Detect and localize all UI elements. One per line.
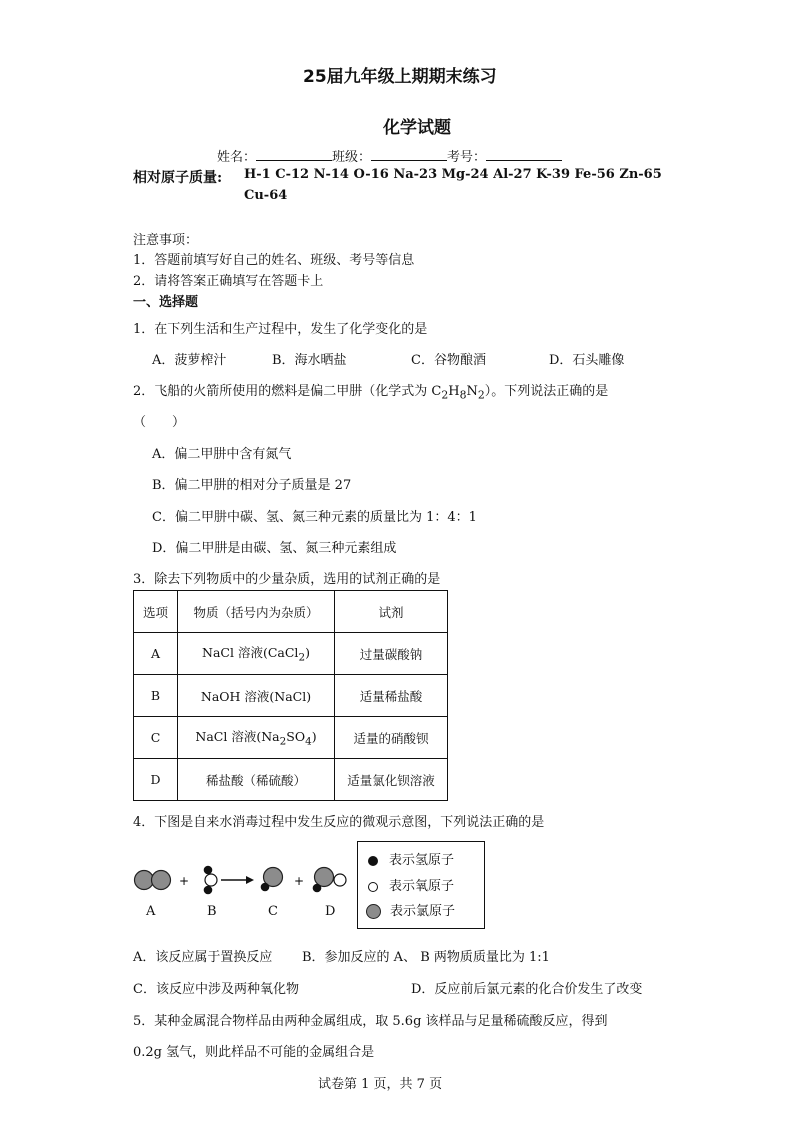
molecule-b-label: B (207, 904, 217, 919)
q4-stem: 4．下图是自来水消毒过程中发生反应的微观示意图，下列说法正确的是 (133, 815, 545, 830)
plus-sign-2: + (293, 874, 305, 888)
chlorine-atom-icon (366, 904, 381, 919)
molecule-c-icon (261, 868, 283, 892)
class-blank (371, 147, 447, 161)
atomic-mass-line1: H-1 C-12 N-14 O-16 Na-23 Mg-24 Al-27 K-39 Fe-56 Zn-65 (244, 167, 662, 182)
name-blank (256, 147, 332, 161)
header-substance: 物质（括号内为杂质） (178, 591, 335, 633)
row-reagent: 过量碳酸钠 (335, 633, 448, 675)
q4-option-d: D．反应前后氯元素的化合价发生了改变 (411, 982, 643, 997)
row-option: A (134, 633, 178, 675)
q5-line2: 0.2g 氢气，则此样品不可能的金属组合是 (133, 1045, 375, 1060)
header-reagent: 试剂 (335, 591, 448, 633)
header-option: 选项 (134, 591, 178, 633)
table-row (134, 633, 448, 675)
molecule-a-icon (135, 871, 171, 890)
row-substance: NaCl 溶液$(Na_2SO_4)$ (178, 717, 335, 759)
row-option: B (134, 675, 178, 717)
molecule-b-icon (204, 866, 217, 895)
q1-option-c: C．谷物酿酒 (411, 353, 486, 368)
row-option: C (134, 717, 178, 759)
row-option: D (134, 759, 178, 801)
molecule-a-label: A (146, 904, 156, 919)
q1-option-d: D．石头雕像 (549, 353, 625, 368)
q2-stem: 2．飞船的火箭所使用的燃料是偏二甲肼（化学式为 $C_2H_8N_2$）。下列说法正确的是 (133, 384, 609, 402)
q2-option-a: A．偏二甲肼中含有氮气 (152, 447, 292, 462)
legend-chlorine: 表示氯原子 (368, 900, 455, 919)
table-row (134, 759, 448, 801)
note-item-1: 1．答题前填写好自己的姓名、班级、考号等信息 (133, 253, 415, 268)
row-substance: 稀盐酸（稀硫酸） (178, 759, 335, 801)
exam-subtitle: 化学试题 (383, 118, 451, 138)
name-label: 姓名： (217, 150, 257, 165)
q4-option-b: B．参加反应的 A、 B 两物质质量比为 1:1 (302, 950, 550, 965)
table-header-row (134, 591, 448, 633)
student-info-line (217, 146, 562, 165)
table-row (134, 675, 448, 717)
class-label: 班级： (332, 150, 372, 165)
atomic-mass-label: 相对原子质量: (133, 170, 223, 186)
table-row (134, 717, 448, 759)
exam-title: 25届九年级上期期末练习 (303, 67, 497, 87)
q2-option-d: D．偏二甲肼是由碳、氢、氮三种元素组成 (152, 541, 397, 556)
note-item-2: 2．请将答案正确填写在答题卡上 (133, 274, 324, 289)
q2-stem-after: ）。下列说法正确的是 (484, 384, 609, 399)
hydrogen-atom-icon (368, 856, 378, 866)
row-substance: NaOH 溶液(NaCl) (178, 675, 335, 717)
q2-stem-before: 2．飞船的火箭所使用的燃料是偏二甲肼（化学式为 C (133, 384, 442, 399)
molecule-c-label: C (268, 904, 278, 919)
section-title: 一、选择题 (133, 295, 199, 310)
q4-option-a: A．该反应属于置换反应 (133, 950, 273, 965)
row-reagent: 适量稀盐酸 (335, 675, 448, 717)
q1-option-a: A．菠萝榨汁 (152, 353, 227, 368)
oxygen-atom-icon (368, 882, 378, 892)
atomic-mass-line2: Cu-64 (244, 188, 288, 203)
reaction-arrow-icon (221, 876, 254, 884)
q2-option-b: B．偏二甲肼的相对分子质量是 27 (152, 478, 352, 493)
number-blank (486, 147, 562, 161)
legend-hydrogen: 表示氢原子 (368, 849, 454, 868)
legend-oxygen: 表示氧原子 (368, 875, 454, 894)
notes-title: 注意事项： (133, 233, 199, 248)
page-footer: 试卷第 1 页，共 7 页 (318, 1077, 443, 1092)
number-label: 考号： (447, 150, 487, 165)
q4-option-c: C．该反应中涉及两种氧化物 (133, 982, 299, 997)
q5-line1: 5．某种金属混合物样品由两种金属组成，取 5.6g 该样品与足量稀硫酸反应，得到 (133, 1014, 608, 1029)
q3-table (133, 590, 448, 801)
q2-paren: （ ） (133, 415, 186, 430)
plus-sign-1: + (178, 874, 190, 888)
q2-option-c: C．偏二甲肼中碳、氢、氮三种元素的质量比为 1：4：1 (152, 510, 477, 525)
atom-legend (357, 841, 485, 929)
q1-stem: 1．在下列生活和生产过程中，发生了化学变化的是 (133, 322, 428, 337)
molecule-d-label: D (325, 904, 336, 919)
molecule-d-icon (313, 868, 346, 893)
row-reagent: 适量的硝酸钡 (335, 717, 448, 759)
q3-stem: 3．除去下列物质中的少量杂质，选用的试剂正确的是 (133, 572, 441, 587)
row-substance: NaCl 溶液(CaCl$_2$) (178, 633, 335, 675)
reaction-diagram (128, 850, 358, 910)
q1-option-b: B．海水晒盐 (272, 353, 347, 368)
row-reagent: 适量氯化钡溶液 (335, 759, 448, 801)
